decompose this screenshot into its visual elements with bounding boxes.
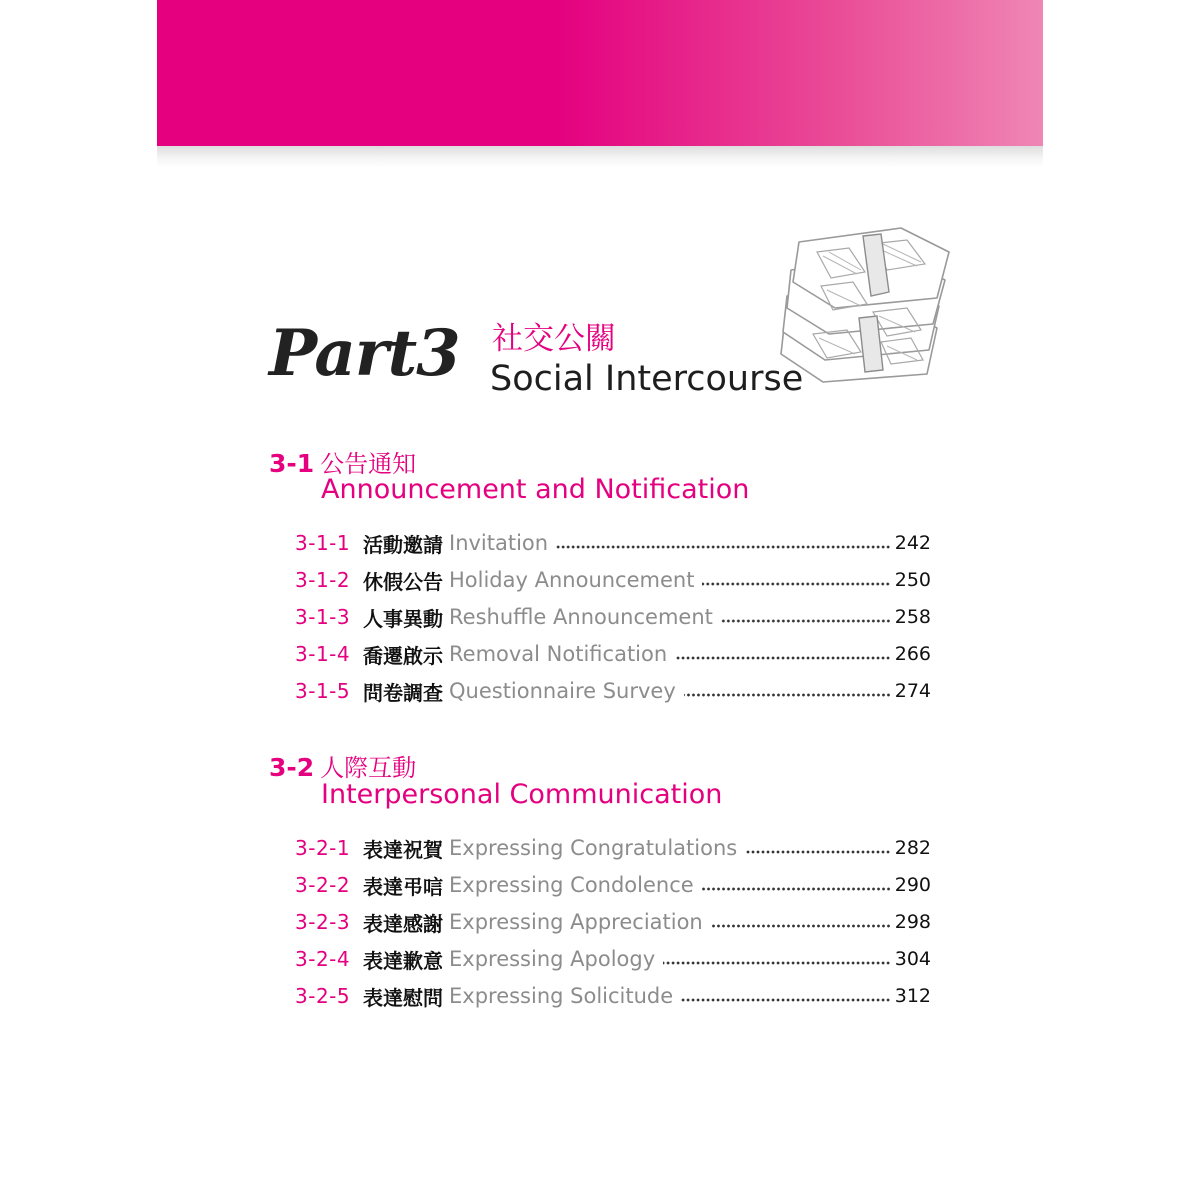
toc-entry[interactable]	[295, 979, 931, 1013]
entry-page-number: 312	[894, 985, 931, 1007]
entry-number: 3-2-3	[295, 910, 351, 934]
dot-leader	[721, 619, 891, 623]
dot-leader	[684, 693, 891, 697]
entry-title-chinese: 活動邀請	[363, 532, 443, 557]
entry-title-english: Holiday Announcement	[449, 568, 695, 592]
entry-page-number: 274	[894, 680, 931, 702]
entry-title-english: Expressing Condolence	[449, 873, 694, 897]
entry-title-english: Expressing Solicitude	[449, 984, 674, 1008]
toc-entry[interactable]	[295, 563, 931, 597]
entry-number: 3-2-4	[295, 947, 351, 971]
banner-shadow	[157, 146, 1043, 168]
entry-title-english: Questionnaire Survey	[449, 679, 676, 703]
section-number: 3-2	[269, 753, 315, 782]
section-title-chinese: 人際互動	[320, 754, 417, 782]
entry-page-number: 298	[894, 911, 931, 933]
toc-entry[interactable]	[295, 942, 931, 976]
dot-leader	[681, 998, 891, 1002]
dot-leader	[663, 961, 891, 965]
dot-leader	[556, 545, 891, 549]
section-number: 3-1	[269, 449, 315, 478]
entry-page-number: 282	[894, 837, 931, 859]
dot-leader	[745, 850, 891, 854]
section-title-chinese: 公告通知	[320, 450, 417, 478]
toc-entry[interactable]	[295, 868, 931, 902]
book-page	[157, 0, 1043, 1200]
entry-page-number: 290	[894, 874, 931, 896]
toc-entry[interactable]	[295, 600, 931, 634]
part-title-english: Social Intercourse	[490, 359, 804, 399]
entry-title-english: Expressing Congratulations	[449, 836, 738, 860]
entry-title-english: Reshuffle Announcement	[449, 605, 713, 629]
dot-leader	[675, 656, 891, 660]
toc-entry[interactable]	[295, 674, 931, 708]
entry-number: 3-1-4	[295, 642, 351, 666]
entry-title-english: Removal Notification	[449, 642, 668, 666]
header-banner	[157, 0, 1043, 146]
entry-title-english: Invitation	[449, 531, 549, 555]
entry-page-number: 266	[894, 643, 931, 665]
entry-title-chinese: 表達感謝	[363, 911, 443, 936]
documents-stack-icon	[777, 222, 953, 384]
toc-entry[interactable]	[295, 637, 931, 671]
entry-title-chinese: 喬遷啟示	[363, 643, 443, 668]
entry-title-chinese: 表達祝賀	[363, 837, 443, 862]
entry-title-chinese: 表達慰問	[363, 985, 443, 1010]
entry-title-chinese: 表達弔唁	[363, 874, 443, 899]
toc-entry[interactable]	[295, 831, 931, 865]
entry-number: 3-2-5	[295, 984, 351, 1008]
entry-page-number: 304	[894, 948, 931, 970]
entry-number: 3-1-2	[295, 568, 351, 592]
dot-leader	[702, 582, 890, 586]
entry-title-chinese: 問卷調查	[363, 680, 443, 705]
entry-page-number: 242	[894, 532, 931, 554]
entry-title-chinese: 表達歉意	[363, 948, 443, 973]
entry-number: 3-1-5	[295, 679, 351, 703]
section-title-english: Announcement and Notification	[321, 474, 750, 505]
entry-number: 3-1-3	[295, 605, 351, 629]
entry-number: 3-2-2	[295, 873, 351, 897]
entry-title-chinese: 人事異動	[363, 606, 443, 631]
entry-title-english: Expressing Appreciation	[449, 910, 703, 934]
entry-page-number: 250	[894, 569, 931, 591]
dot-leader	[711, 924, 891, 928]
section-title-english: Interpersonal Communication	[321, 779, 723, 810]
entry-page-number: 258	[894, 606, 931, 628]
section-heading	[269, 748, 416, 783]
part-number: Part3	[269, 316, 460, 391]
entry-number: 3-2-1	[295, 836, 351, 860]
toc-entry[interactable]	[295, 905, 931, 939]
entry-title-chinese: 休假公告	[363, 569, 443, 594]
dot-leader	[702, 887, 891, 891]
entry-number: 3-1-1	[295, 531, 351, 555]
part-title-chinese: 社交公關	[492, 321, 616, 357]
toc-entry[interactable]	[295, 526, 931, 560]
entry-title-english: Expressing Apology	[449, 947, 656, 971]
